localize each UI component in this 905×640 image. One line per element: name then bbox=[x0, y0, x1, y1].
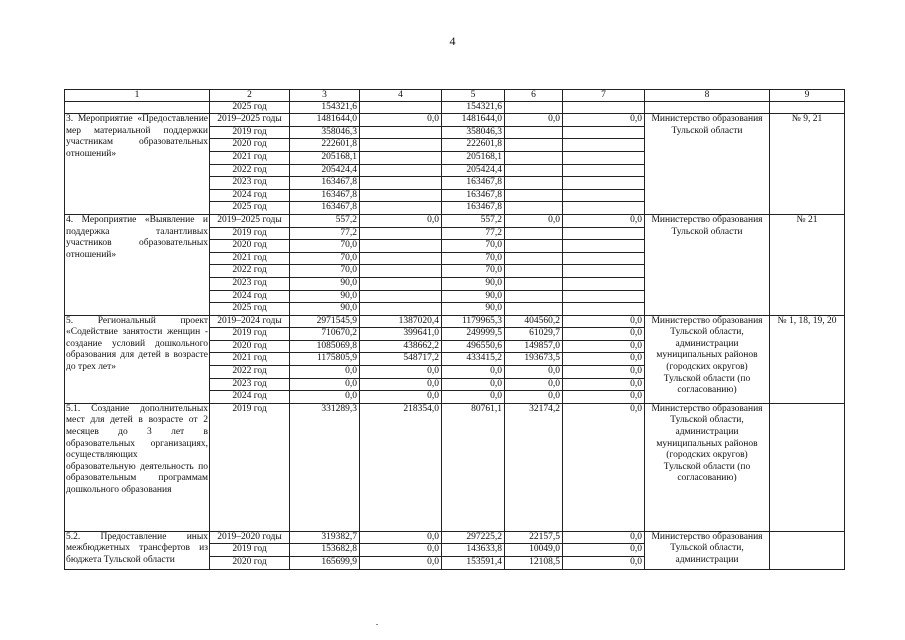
table-cell: 0,0 bbox=[360, 531, 442, 544]
table-cell: 0,0 bbox=[442, 391, 505, 404]
measure-description: 5.2. Предоставление иных межбюджетных трансфертов из бюджета Тульской области bbox=[65, 531, 210, 569]
table-cell: 0,0 bbox=[563, 544, 645, 557]
table-cell: 149857,0 bbox=[505, 340, 563, 353]
table-cell: 0,0 bbox=[360, 378, 442, 391]
table-cell: 557,2 bbox=[442, 214, 505, 227]
executor-cell: Министерство образования Тульской области, администрации муниципальных районов (городских округов) Тульской области (по согласованию) bbox=[645, 403, 770, 531]
table-cell: 205424,4 bbox=[442, 164, 505, 177]
measure-description: 5.1. Создание дополнительных мест для детей в возрасте от 2 месяцев до 3 лет в образовательных организациях, осуществляющих образовательную деятельность по образовательным программам дошкольного образования bbox=[65, 403, 210, 531]
table-cell: 0,0 bbox=[360, 557, 442, 570]
table-cell bbox=[505, 303, 563, 316]
table-cell bbox=[563, 139, 645, 152]
table-cell bbox=[505, 101, 563, 114]
table-cell: 0,0 bbox=[563, 378, 645, 391]
table-cell: 2020 год bbox=[210, 240, 290, 253]
table-cell bbox=[360, 126, 442, 139]
table-cell: 0,0 bbox=[563, 114, 645, 127]
table-row bbox=[65, 531, 845, 544]
table-cell: 163467,8 bbox=[290, 189, 360, 202]
table-cell: 0,0 bbox=[360, 544, 442, 557]
table-cell: 1179965,3 bbox=[442, 315, 505, 328]
table-cell: 90,0 bbox=[290, 303, 360, 316]
table-cell: 77,2 bbox=[290, 227, 360, 240]
table-cell: 399641,0 bbox=[360, 328, 442, 341]
header-cell: 9 bbox=[770, 90, 845, 102]
table-cell: 1387020,4 bbox=[360, 315, 442, 328]
table-cell bbox=[505, 240, 563, 253]
table-cell: 90,0 bbox=[290, 277, 360, 290]
header-cell: 5 bbox=[442, 90, 505, 102]
table-cell bbox=[505, 164, 563, 177]
table-cell: 218354,0 bbox=[360, 403, 442, 531]
table-cell: 2022 год bbox=[210, 265, 290, 278]
table-cell bbox=[563, 189, 645, 202]
table-cell: 2025 год bbox=[210, 303, 290, 316]
table-cell bbox=[360, 151, 442, 164]
table-cell: 163467,8 bbox=[290, 202, 360, 215]
budget-table bbox=[64, 89, 845, 570]
table-cell bbox=[505, 202, 563, 215]
table-cell: 0,0 bbox=[505, 366, 563, 379]
table-row bbox=[65, 214, 845, 227]
table-cell: 154321,6 bbox=[290, 101, 360, 114]
table-cell: 163467,8 bbox=[442, 202, 505, 215]
table-cell: 90,0 bbox=[442, 277, 505, 290]
page-number: 4 bbox=[449, 34, 456, 48]
table-cell: 0,0 bbox=[563, 315, 645, 328]
table-cell bbox=[563, 252, 645, 265]
table-cell bbox=[360, 101, 442, 114]
table-cell: 2019 год bbox=[210, 126, 290, 139]
table-cell bbox=[563, 303, 645, 316]
executor-cell bbox=[645, 101, 770, 114]
table-cell bbox=[563, 265, 645, 278]
table-cell: 0,0 bbox=[360, 114, 442, 127]
executor-cell: Министерство образования Тульской области bbox=[645, 214, 770, 315]
table-cell: 438662,2 bbox=[360, 340, 442, 353]
table-cell: 0,0 bbox=[563, 366, 645, 379]
table-cell: 2021 год bbox=[210, 151, 290, 164]
table-cell: 90,0 bbox=[442, 303, 505, 316]
table-cell bbox=[360, 277, 442, 290]
table-cell: 61029,7 bbox=[505, 328, 563, 341]
table-cell bbox=[360, 240, 442, 253]
table-cell: 80761,1 bbox=[442, 403, 505, 531]
table-cell: 2019–2025 годы bbox=[210, 214, 290, 227]
indicators-cell: № 21 bbox=[770, 214, 845, 315]
table-cell: 90,0 bbox=[290, 290, 360, 303]
table-cell bbox=[360, 189, 442, 202]
table-cell: 433415,2 bbox=[442, 353, 505, 366]
table-cell: 0,0 bbox=[290, 378, 360, 391]
header-row bbox=[65, 90, 845, 102]
indicators-cell: № 9, 21 bbox=[770, 114, 845, 215]
table-row bbox=[65, 114, 845, 127]
table-cell bbox=[563, 151, 645, 164]
table-cell: 2021 год bbox=[210, 252, 290, 265]
table-cell: 2019 год bbox=[210, 328, 290, 341]
table-cell: 358046,3 bbox=[442, 126, 505, 139]
indicators-cell bbox=[770, 403, 845, 531]
header-cell: 6 bbox=[505, 90, 563, 102]
table-cell: 154321,6 bbox=[442, 101, 505, 114]
table-cell: 319382,7 bbox=[290, 531, 360, 544]
table-cell: 548717,2 bbox=[360, 353, 442, 366]
table-cell: 2021 год bbox=[210, 353, 290, 366]
executor-cell: Министерство образования Тульской области bbox=[645, 114, 770, 215]
table-cell: 0,0 bbox=[442, 366, 505, 379]
table-cell: 70,0 bbox=[442, 265, 505, 278]
table-cell: 70,0 bbox=[290, 240, 360, 253]
table-cell bbox=[563, 240, 645, 253]
table-cell: 297225,2 bbox=[442, 531, 505, 544]
measure-description: 4. Мероприятие «Выявление и поддержка талантливых участников образовательных отношений» bbox=[65, 214, 210, 315]
table-cell: 1175805,9 bbox=[290, 353, 360, 366]
table-cell: 205168,1 bbox=[442, 151, 505, 164]
table-cell: 0,0 bbox=[442, 378, 505, 391]
table-cell: 496550,6 bbox=[442, 340, 505, 353]
table-cell: 2024 год bbox=[210, 391, 290, 404]
table-cell bbox=[360, 252, 442, 265]
table-cell: 0,0 bbox=[360, 214, 442, 227]
table-cell bbox=[563, 202, 645, 215]
table-cell bbox=[563, 177, 645, 190]
table-cell bbox=[505, 227, 563, 240]
table-cell bbox=[360, 164, 442, 177]
table-cell bbox=[505, 277, 563, 290]
table-cell bbox=[505, 265, 563, 278]
table-cell: 193673,5 bbox=[505, 353, 563, 366]
table-cell bbox=[360, 303, 442, 316]
table-cell: 2024 год bbox=[210, 290, 290, 303]
header-cell: 1 bbox=[65, 90, 210, 102]
table-row bbox=[65, 403, 845, 531]
table-cell bbox=[505, 139, 563, 152]
table-cell bbox=[505, 177, 563, 190]
table-cell: 2019 год bbox=[210, 544, 290, 557]
table-cell bbox=[360, 290, 442, 303]
executor-cell: Министерство образования Тульской области, администрации муниципальных районов (городских округов) Тульской области (по согласованию) bbox=[645, 315, 770, 403]
header-cell: 4 bbox=[360, 90, 442, 102]
table-cell bbox=[505, 151, 563, 164]
table-cell: 0,0 bbox=[290, 391, 360, 404]
table-cell bbox=[563, 164, 645, 177]
table-cell bbox=[505, 189, 563, 202]
table-cell: 22157,5 bbox=[505, 531, 563, 544]
table-cell: 0,0 bbox=[563, 214, 645, 227]
table-cell: 2019–2025 годы bbox=[210, 114, 290, 127]
table-cell: 249999,5 bbox=[442, 328, 505, 341]
table-cell: 163467,8 bbox=[442, 189, 505, 202]
table-cell: 153591,4 bbox=[442, 557, 505, 570]
table-cell: 2025 год bbox=[210, 101, 290, 114]
table-cell bbox=[360, 177, 442, 190]
table-cell: 404560,2 bbox=[505, 315, 563, 328]
table-cell: 331289,3 bbox=[290, 403, 360, 531]
table-cell: 1481644,0 bbox=[290, 114, 360, 127]
table-cell: 10049,0 bbox=[505, 544, 563, 557]
table-cell: 2019 год bbox=[210, 403, 290, 531]
table-cell: 2020 год bbox=[210, 139, 290, 152]
table-cell: 163467,8 bbox=[290, 177, 360, 190]
table-cell: 2023 год bbox=[210, 378, 290, 391]
table-cell: 0,0 bbox=[505, 114, 563, 127]
table-cell: 165699,9 bbox=[290, 557, 360, 570]
table-body bbox=[65, 90, 845, 570]
table-cell: 2023 год bbox=[210, 177, 290, 190]
table-cell: 2971545,9 bbox=[290, 315, 360, 328]
table-cell bbox=[563, 101, 645, 114]
table-cell bbox=[563, 126, 645, 139]
table-cell bbox=[563, 290, 645, 303]
table-cell: 557,2 bbox=[290, 214, 360, 227]
table-cell: 77,2 bbox=[442, 227, 505, 240]
table-cell: 2019 год bbox=[210, 227, 290, 240]
table-cell: 0,0 bbox=[563, 340, 645, 353]
table-cell: 32174,2 bbox=[505, 403, 563, 531]
table-cell: 1085069,8 bbox=[290, 340, 360, 353]
table-cell: 153682,8 bbox=[290, 544, 360, 557]
table-cell: 1481644,0 bbox=[442, 114, 505, 127]
table-cell bbox=[360, 202, 442, 215]
table-cell: 2020 год bbox=[210, 340, 290, 353]
table-cell: 222601,8 bbox=[290, 139, 360, 152]
table-cell: 0,0 bbox=[563, 531, 645, 544]
measure-description bbox=[65, 101, 210, 114]
table-cell: 0,0 bbox=[505, 378, 563, 391]
table-cell: 2020 год bbox=[210, 557, 290, 570]
table-cell: 70,0 bbox=[442, 252, 505, 265]
table-cell: 0,0 bbox=[563, 403, 645, 531]
table-cell: 12108,5 bbox=[505, 557, 563, 570]
table-cell bbox=[563, 277, 645, 290]
table-cell: 205424,4 bbox=[290, 164, 360, 177]
table-cell: 2022 год bbox=[210, 164, 290, 177]
table-cell: 0,0 bbox=[505, 214, 563, 227]
header-cell: 7 bbox=[563, 90, 645, 102]
executor-cell: Министерство образования Тульской области, администрации bbox=[645, 531, 770, 569]
table-cell: 70,0 bbox=[290, 265, 360, 278]
table-cell: 0,0 bbox=[360, 366, 442, 379]
table-cell bbox=[360, 265, 442, 278]
table-cell: 90,0 bbox=[442, 290, 505, 303]
table-cell: 163467,8 bbox=[442, 177, 505, 190]
table-cell: 0,0 bbox=[563, 353, 645, 366]
table-cell: 222601,8 bbox=[442, 139, 505, 152]
table-cell: 0,0 bbox=[563, 557, 645, 570]
measure-description: 3. Мероприятие «Предоставление мер материальной поддержки участникам образовательных отношений» bbox=[65, 114, 210, 215]
table-cell: 2019–2020 годы bbox=[210, 531, 290, 544]
table-cell: 2025 год bbox=[210, 202, 290, 215]
table-cell bbox=[360, 139, 442, 152]
header-cell: 8 bbox=[645, 90, 770, 102]
table-cell: 0,0 bbox=[505, 391, 563, 404]
table-cell bbox=[505, 252, 563, 265]
table-cell: 0,0 bbox=[563, 328, 645, 341]
table-cell: 143633,8 bbox=[442, 544, 505, 557]
table-cell: 70,0 bbox=[290, 252, 360, 265]
table-cell: 0,0 bbox=[290, 366, 360, 379]
table-cell: 2019–2024 годы bbox=[210, 315, 290, 328]
table-cell: 0,0 bbox=[563, 391, 645, 404]
table-cell bbox=[360, 227, 442, 240]
indicators-cell bbox=[770, 101, 845, 114]
measure-description: 5. Региональный проект «Содействие занятости женщин - создание условий дошкольного образования для детей в возрасте до трех лет» bbox=[65, 315, 210, 403]
table-cell: 2023 год bbox=[210, 277, 290, 290]
table-cell bbox=[563, 227, 645, 240]
table-cell: 2022 год bbox=[210, 366, 290, 379]
table-cell: 0,0 bbox=[360, 391, 442, 404]
indicators-cell bbox=[770, 531, 845, 569]
table-cell: 358046,3 bbox=[290, 126, 360, 139]
table-cell: 205168,1 bbox=[290, 151, 360, 164]
table-cell: 710670,2 bbox=[290, 328, 360, 341]
table-row bbox=[65, 315, 845, 328]
table-cell: 2024 год bbox=[210, 189, 290, 202]
table-cell bbox=[505, 290, 563, 303]
table-cell bbox=[505, 126, 563, 139]
table-cell: 70,0 bbox=[442, 240, 505, 253]
indicators-cell: № 1, 18, 19, 20 bbox=[770, 315, 845, 403]
header-cell: 2 bbox=[210, 90, 290, 102]
table-row bbox=[65, 101, 845, 114]
scan-speck bbox=[376, 624, 378, 625]
header-cell: 3 bbox=[290, 90, 360, 102]
